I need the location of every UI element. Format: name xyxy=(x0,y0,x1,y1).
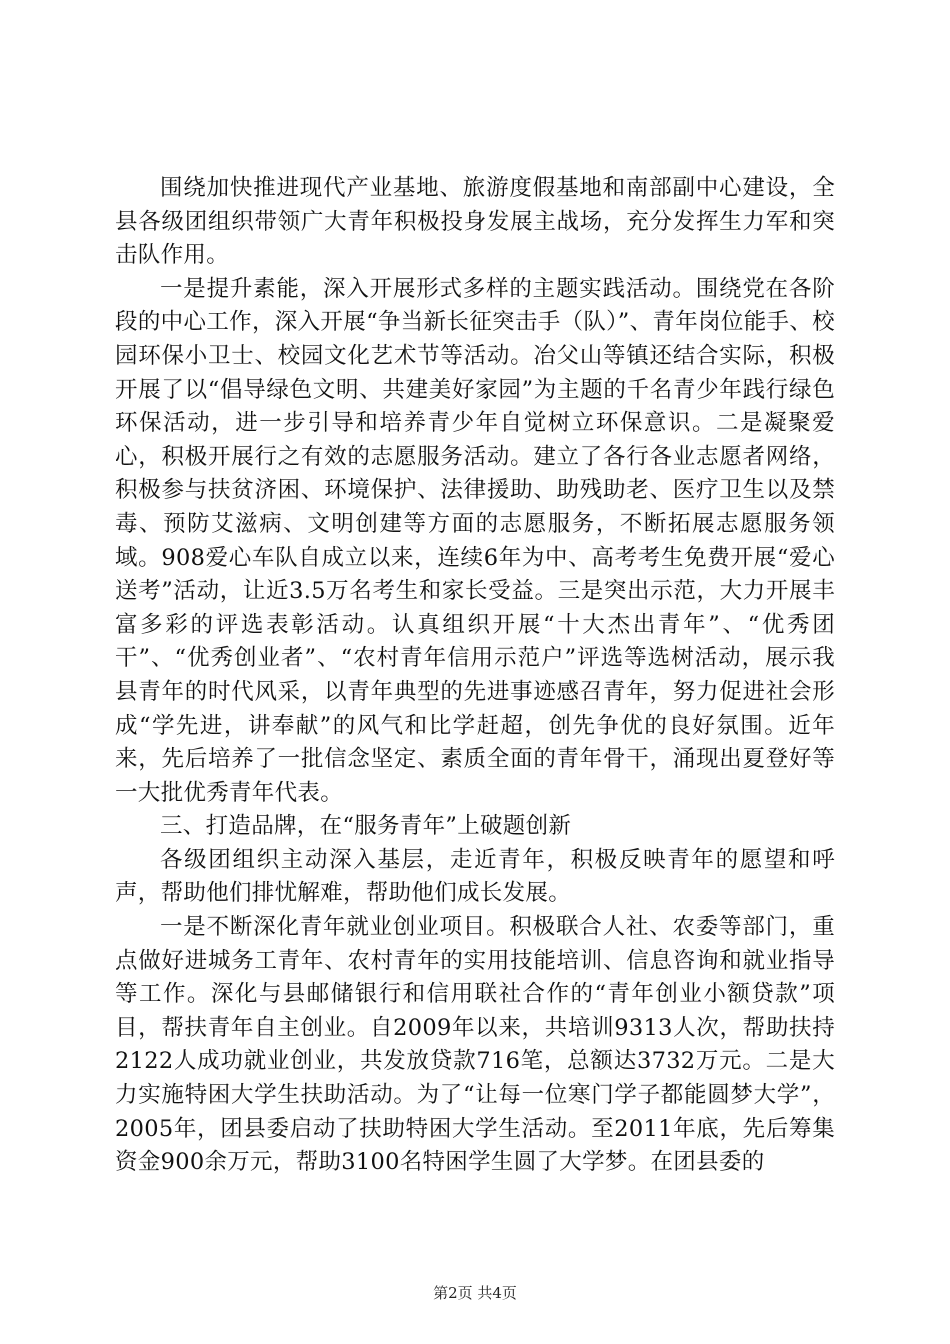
section-heading: 三、打造品牌，在“服务青年”上破题创新 xyxy=(160,813,572,840)
paragraph-employment: 一是不断深化青年就业创业项目。积极联合人社、农委等部门，重点做好进城务工青年、农村青年的实用技能培训、信息咨询和就业指导等工作。深化与县邮储银行和信用联社合作的“青年创业小额贷款”项目，帮扶青年自主创业。自2009年以来，共培训9313人次，帮助扶持2122人成功就业创业，共发放贷款716笔，总额达3732万元。二是大力实施特困大学生扶助活动。为了“让每一位寒门学子都能圆梦大学”，2005年，团县委启动了扶助特困大学生活动。至2011年底，先后筹集资金900余万元，帮助3100名特困学生圆了大学梦。在团县委的 xyxy=(115,914,835,1176)
paragraph-intro: 围绕加快推进现代产业基地、旅游度假基地和南部副中心建设，全县各级团组织带领广大青年积极投身发展主战场，充分发挥生力军和突击队作用。 xyxy=(115,175,835,269)
paragraph-section-intro: 各级团组织主动深入基层，走近青年，积极反映青年的愿望和呼声，帮助他们排忧解难，帮助他们成长发展。 xyxy=(115,846,835,907)
page-footer: 第2页 共4页 xyxy=(433,1284,517,1302)
paragraph-activities: 一是提升素能，深入开展形式多样的主题实践活动。围绕党在各阶段的中心工作，深入开展“争当新长征突击手（队）”、青年岗位能手、校园环保小卫士、校园文化艺术节等活动。冶父山等镇还结合实际，积极开展了以“倡导绿色文明、共建美好家园”为主题的千名青少年践行绿色环保活动，进一步引导和培养青少年自觉树立环保意识。二是凝聚爱心，积极开展行之有效的志愿服务活动。建立了各行各业志愿者网络，积极参与扶贫济困、环境保护、法律援助、助残助老、医疗卫生以及禁毒、预防艾滋病、文明创建等方面的志愿服务，不断拓展志愿服务领域。908爱心车队自成立以来，连续6年为中、高考考生免费开展“爱心送考”活动，让近3.5万名考生和家长受益。三是突出示范，大力开展丰富多彩的评选表彰活动。认真组织开展“十大杰出青年”、“优秀团干”、“优秀创业者”、“农村青年信用示范户”评选等选树活动，展示我县青年的时代风采，以青年典型的先进事迹感召青年，努力促进社会形成“学先进，讲奉献”的风气和比学赶超，创先争优的良好氛围。近年来，先后培养了一批信念坚定、素质全面的青年骨干，涌现出夏登好等一大批优秀青年代表。 xyxy=(115,275,835,806)
document-body xyxy=(115,172,835,1180)
